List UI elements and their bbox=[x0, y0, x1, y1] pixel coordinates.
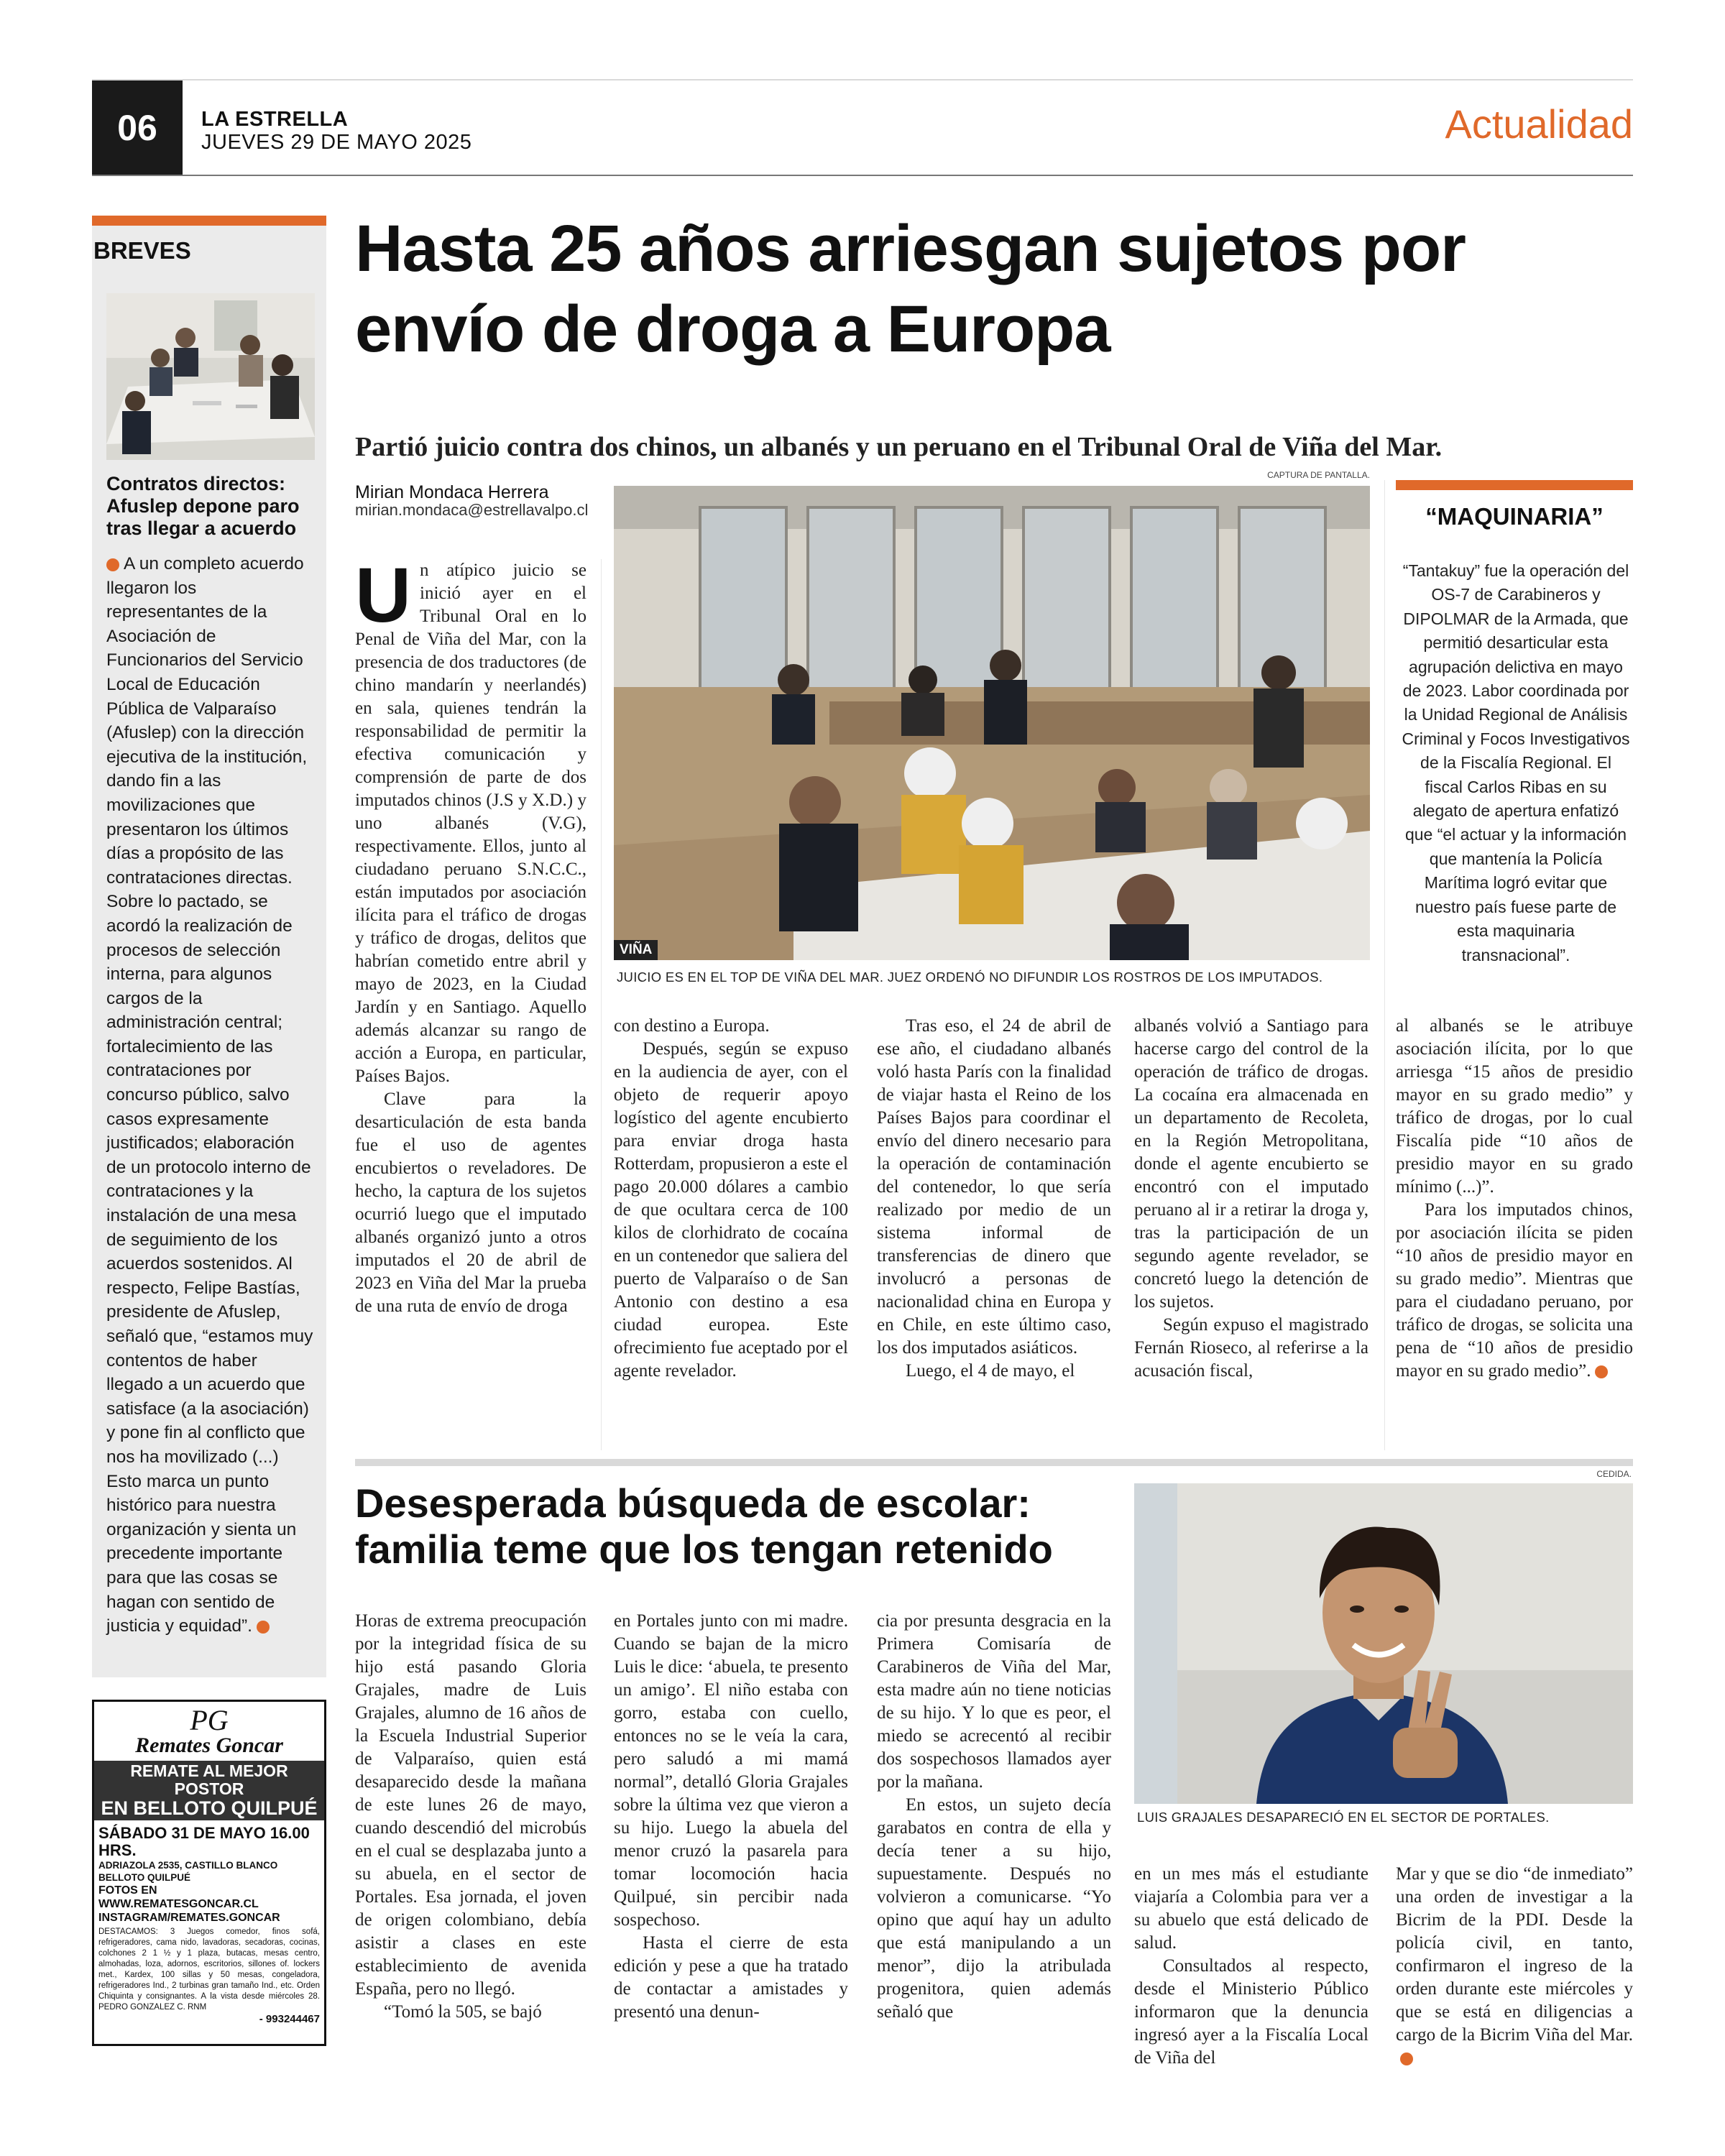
second-col-3 bbox=[877, 1610, 1111, 2024]
second-col-2 bbox=[614, 1610, 848, 2024]
second-col2-para: en Portales junto con mi madre. Cuando se bajan de la micro Luis le dice: ‘abuela, te presento un amigo’. El niño estaba con gorro, estaba con cuello, entonces no se le veía la cara, pero saludó a mi mamá normal”, detalló Gloria Grajales sobre la última vez que vieron a su hijo. Luego la abuela del menor cruzó la pasarela para tomar locomoción hacia Quilpué, sin percibir nada sospechoso. bbox=[614, 1611, 848, 1930]
main-col-5 bbox=[1396, 1015, 1633, 1383]
ad-line1: REMATE AL MEJOR POSTOR bbox=[130, 1761, 288, 1798]
student-photo bbox=[1134, 1483, 1633, 1804]
author-email[interactable]: mirian.mondaca@estrellavalpo.cl bbox=[355, 501, 589, 519]
second-col3-para: cia por presunta desgracia en la Primera Comisaría de Carabineros de Viña del Mar, esta madre aún no tiene noticias de su hijo. Y lo que es peor, el miedo se acrecentó al recibir dos sospechosos llamados ayer por la mañana. bbox=[877, 1611, 1111, 1792]
main-col4-para: albanés volvió a Santiago para hacerse cargo del control de la operación de tráfico de drogas. La cocaína era almacenada en un departamento de Recoleta, en la Región Metropolitana, donde el agente encubierto se encontró con el imputado peruano al ir a retirar la droga y, tras la participación de un segundo agente revelador, se concretó luego la detención de los sujetos. bbox=[1134, 1016, 1368, 1312]
ad-line2: EN BELLOTO QUILPUÉ bbox=[101, 1797, 318, 1819]
maquinaria-title: “MAQUINARIA” bbox=[1425, 503, 1604, 530]
end-mark-icon bbox=[257, 1621, 270, 1634]
photo-location-tag: VIÑA bbox=[614, 940, 658, 960]
court-photo bbox=[614, 486, 1370, 960]
ad-website[interactable]: FOTOS EN WWW.REMATESGONCAR.CL bbox=[98, 1884, 259, 1910]
main-col-2 bbox=[614, 1015, 848, 1383]
end-mark-icon bbox=[1595, 1365, 1608, 1378]
article-divider bbox=[355, 1459, 1633, 1466]
end-mark-icon bbox=[1400, 2053, 1413, 2065]
second-col-5 bbox=[1396, 1863, 1633, 2070]
bullet-dot-icon bbox=[106, 558, 119, 571]
second-photo-caption: LUIS GRAJALES DESAPARECIÓ EN EL SECTOR DE PORTALES. bbox=[1137, 1810, 1550, 1825]
top-rule bbox=[92, 79, 1633, 80]
breves-headline: Contratos directos: Afuslep depone paro tras llegar a acuerdo bbox=[106, 473, 300, 539]
main-col1-para: n atípico juicio se inició ayer en el Tribunal Oral en lo Penal de Viña del Mar, con la presencia de dos traductores (de chino mandarín y neerlandés) en sala, quienes tendrán la responsabilidad de permitir la efectiva comunicación y comprensión de parte de dos imputados chinos (J.S y X.D.) y uno albanés (V.G), respectivamente. Ellos, junto al ciudadano peruano S.N.C.C., están imputados por asociación ilícita para el tráfico de drogas y tráfico de drogas, delitos que habrían cometido entre abril y mayo de 2023, en la Ciudad Jardín y en Santiago. Aquello además alcanzar su rango de acción a Europa, en particular, Países Bajos. bbox=[355, 561, 586, 1086]
breves-sidebar bbox=[92, 216, 326, 1677]
second-col4-para: en un mes más el estudiante viajaría a Colombia para ver a su abuelo que está delicado de salud. bbox=[1134, 1864, 1368, 1953]
main-col-3 bbox=[877, 1015, 1111, 1383]
remates-ad bbox=[92, 1700, 326, 2046]
second-col4-para: Consultados al respecto, desde el Ministerio Público informaron que la denuncia ingresó ayer a la Fiscalía Local de Viña del bbox=[1134, 1956, 1368, 2068]
meeting-photo bbox=[106, 293, 315, 460]
column-rule bbox=[601, 559, 602, 1450]
main-photo-caption: JUICIO ES EN EL TOP DE VIÑA DEL MAR. JUEZ ORDENÓ NO DIFUNDIR LOS ROSTROS DE LOS IMPUTADOS. bbox=[617, 969, 1323, 985]
main-col4-para: Según expuso el magistrado Fernán Rioseco, al referirse a la acusación fiscal, bbox=[1134, 1315, 1368, 1381]
author-name: Mirian Mondaca Herrera bbox=[355, 482, 549, 502]
ad-phone: - 993244467 bbox=[259, 2013, 320, 2025]
section-label: Actualidad bbox=[1445, 101, 1633, 147]
breves-body: A un completo acuerdo llegaron los representantes de la Asociación de Funcionarios del Servicio Local de Educación Pública de Valparaíso (Afuslep) con la dirección ejecutiva de la institución, dando fin a las movilizaciones que presentaron los últimos días a propósito de las contrataciones directas. Sobre lo pactado, se acordó la realización de procesos de selección interna, para algunos cargos de la administración central; fortalecimiento de las contrataciones por concurso público, salvo casos expresamente justificados; elaboración de un protocolo interno de contrataciones y la instalación de una mesa de seguimiento de los acuerdos sostenidos. Al respecto, Felipe Bastías, presidente de Afuslep, señaló que, “estamos muy contentos de haber llegado a un acuerdo que satisface (a la asociación) y pone fin al conflicto que nos ha movilizado (...) Esto marca un punto histórico para nuestra organización y sienta un precedente importante para que las cosas se hagan con sentido de justicia y equidad”. bbox=[106, 554, 313, 1636]
page-number-box bbox=[92, 80, 183, 175]
breves-title: BREVES bbox=[93, 237, 191, 264]
header-rule bbox=[92, 175, 1633, 176]
column-rule bbox=[1384, 480, 1385, 1450]
ad-date-line: SÁBADO 31 DE MAYO 16.00 HRS. bbox=[98, 1824, 310, 1859]
maquinaria-body: “Tantakuy” fue la operación del OS-7 de Carabineros y DIPOLMAR de la Armada, que permitió desarticular esta agrupación delictiva en mayo de 2023. Labor coordinada por la Unidad Regional de Análisis Criminal y Focos Investigativos de la Fiscalía Regional. El fiscal Carlos Ribas en su alegato de apertura enfatizó que “el actuar y la información que mantenía la Policía Marítima logró evitar que nuestro país fuese parte de esta maquinaria transnacional”. bbox=[1402, 561, 1630, 964]
second-headline: Desesperada búsqueda de escolar: familia teme que los tengan retenido bbox=[355, 1480, 1053, 1572]
second-col1-para: “Tomó la 505, se bajó bbox=[384, 2002, 542, 2022]
issue-date: JUEVES 29 DE MAYO 2025 bbox=[201, 131, 472, 154]
second-col1-para: Horas de extrema preocupación por la integridad física de su hijo está pasando Gloria Grajales, madre de Luis Grajales, alumno de 16 años de la Escuela Industrial Superior de Valparaíso, quien está desaparecido desde la mañana de este lunes 26 de mayo, cuando descendió del microbús en el cual se desplazaba junto a su abuela, en el sector de Portales. Esa jornada, el joven de origen colombiano, debía asistir a clases en este establecimiento de avenida España, pero no llegó. bbox=[355, 1611, 586, 1999]
maquinaria-accent-bar bbox=[1396, 480, 1633, 490]
main-col1-para: Clave para la desarticulación de esta banda fue el uso de agentes encubiertos o reveladores. De hecho, la captura de los sujetos ocurrió luego que el imputado albanés organizó junto a otros imputados el 20 de abril de 2023 en Viña del Mar la prueba de una ruta de envío de droga bbox=[355, 1089, 586, 1316]
main-photo-credit: CAPTURA DE PANTALLA. bbox=[1267, 470, 1370, 480]
ad-banner bbox=[94, 1761, 324, 1820]
paper-name: LA ESTRELLA bbox=[201, 108, 349, 131]
main-deck: Partió juicio contra dos chinos, un albanés y un peruano en el Tribunal Oral de Viña del Mar. bbox=[355, 432, 1443, 462]
second-photo-credit: CEDIDA. bbox=[1596, 1469, 1632, 1479]
main-col2-para: Después, según se expuso en la audiencia de ayer, con el objeto de requerir apoyo logístico del agente encubierto para enviar droga hasta Rotterdam, propusieron a este el pago 20.000 dólares a cambio de que ocultara cerca de 100 kilos de clorhidrato de cocaína en un contenedor que saliera del puerto de Valparaíso o de San Antonio con destino a esa ciudad europea. Este ofrecimiento fue aceptado por el agente revelador. bbox=[614, 1039, 848, 1381]
main-col5-para: Para los imputados chinos, por asociación ilícita se piden “10 años de presidio mayor en su grado medio”. Mientras que para el ciudadano peruano, por tráfico de drogas, se solicita una pena de “10 años de presidio mayor en su grado medio”. bbox=[1396, 1200, 1633, 1381]
ad-address: ADRIAZOLA 2535, CASTILLO BLANCO BELLOTO QUILPUÉ bbox=[98, 1860, 278, 1883]
main-col3-para: Luego, el 4 de mayo, el bbox=[906, 1361, 1075, 1381]
main-col3-para: Tras eso, el 24 de abril de ese año, el ciudadano albanés voló hasta París con la finalidad de viajar hasta el Reino de los Países Bajos para coordinar el envío del dinero necesario para la operación de contaminación del contenedor, lo que sería realizado por medio de un sistema informal de transferencias de dinero que involucró a personas de nacionalidad china en Europa y en Chile, en este último caso, los dos imputados asiáticos. bbox=[877, 1016, 1111, 1358]
second-col-4 bbox=[1134, 1863, 1368, 2070]
ad-logo-name: Remates Goncar bbox=[135, 1733, 283, 1757]
second-col-1 bbox=[355, 1610, 586, 2024]
dropcap: U bbox=[355, 551, 411, 638]
second-col2-para: Hasta el cierre de esta edición y pese a que ha tratado de contactar a amistades y presentó una denun- bbox=[614, 1933, 848, 2022]
ad-details: DESTACAMOS: 3 Juegos comedor, finos sofá, refrigeradores, cama nido, lavadoras, secadoras, cocinas, colchones 2 1 ½ y 1 plaza, butacas, mesas centro, almohadas, loza, adornos, escritorios, sillones of. lockers met., Kardex, 100 sillas y 50 mesas, congeladora, refrigeradores Ind., 2 turbinas gran tamaño Ind., etc. Orden Chiquinta y consignantes. A la vista desde miércoles 28. PEDRO GONZALEZ C. RNM bbox=[98, 1927, 320, 2012]
main-col5-para: al albanés se le atribuye asociación ilícita, por lo que arriesga “15 años de presidio mayor en su grado medio” y tráfico de drogas, por lo cual Fiscalía pide “10 años de presidio mayor en su grado mínimo (...)”. bbox=[1396, 1016, 1633, 1197]
ad-instagram[interactable]: INSTAGRAM/REMATES.GONCAR bbox=[98, 1912, 280, 1924]
ad-logo-initials: PG bbox=[190, 1704, 229, 1736]
breves-body-wrap bbox=[106, 552, 315, 1639]
page-number: 06 bbox=[117, 108, 157, 148]
main-col-1 bbox=[355, 551, 586, 1318]
second-col5-para: Mar y que se dio “de inmediato” una orden de investigar a la Bicrim de la PDI. Desde la policía civil, en tanto, confirmaron el ingreso de la orden durante este miércoles y que se está en diligencias a cargo de la Bicrim Viña del Mar. bbox=[1396, 1864, 1633, 2045]
main-col-4 bbox=[1134, 1015, 1368, 1383]
main-headline: Hasta 25 años arriesgan sujetos por envío de droga a Europa bbox=[355, 212, 1466, 366]
breves-accent-bar bbox=[92, 216, 326, 226]
second-col3-para: En estos, un sujeto decía garabatos en contra de ella y decía tener a su hijo, supuestamente. Después no volvieron a comunicarse. “Yo opino que aquí hay un adulto que está manipulando a un menor”, dijo la atribulada progenitora, quien además señaló que bbox=[877, 1795, 1111, 2022]
main-col2-para: con destino a Europa. bbox=[614, 1016, 770, 1036]
